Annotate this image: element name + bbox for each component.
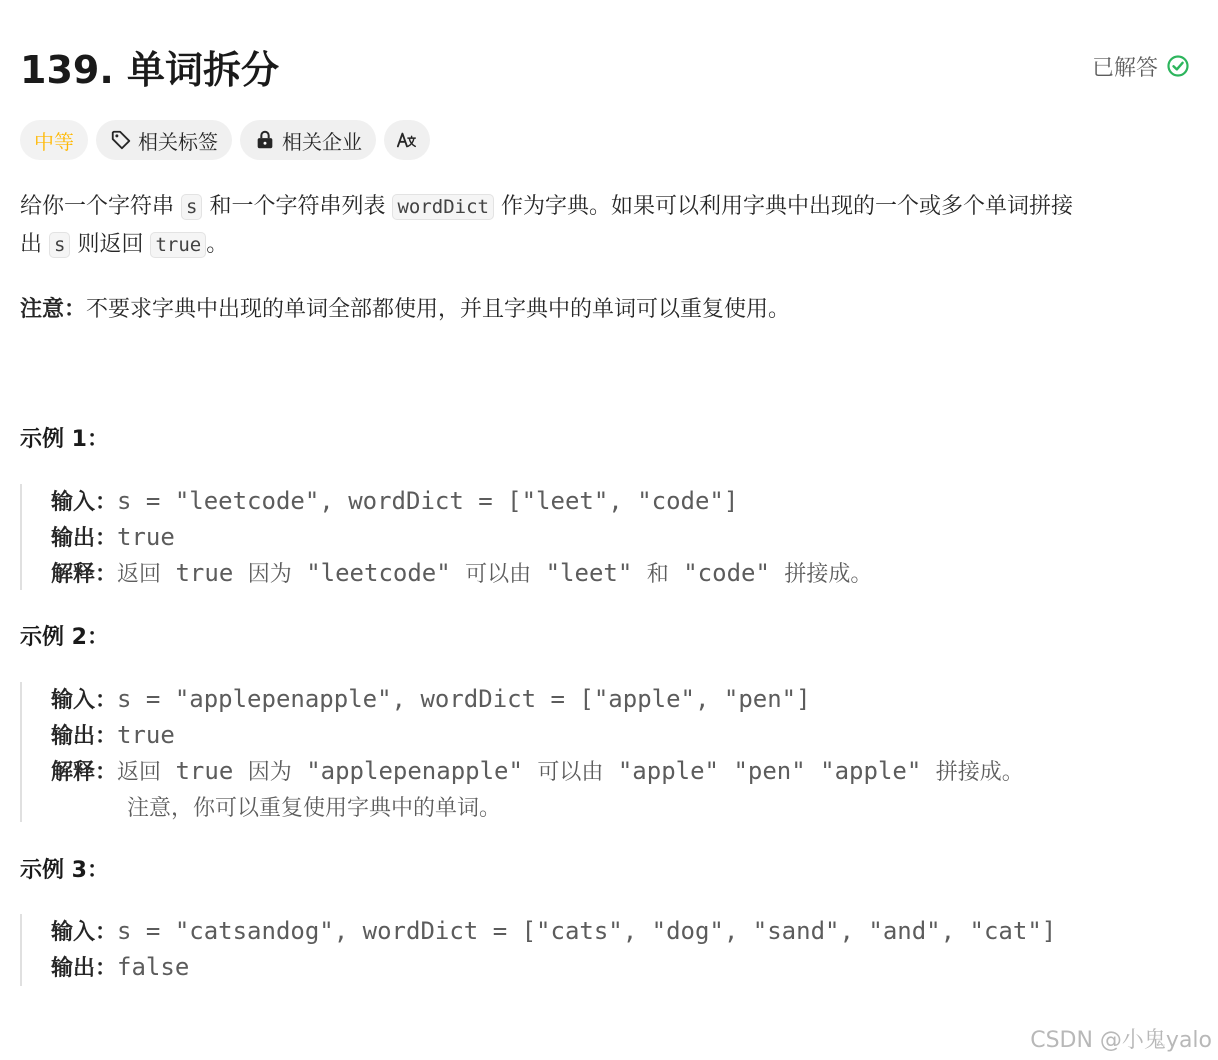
output-value: true [117, 721, 175, 749]
translate-icon [396, 129, 418, 151]
explain-label: 解释： [51, 562, 118, 587]
related-tags-label: 相关标签 [138, 129, 218, 154]
explain-text: 注意，你可以重复使用字典中的单词。 [127, 796, 502, 821]
note-label: 注意： [20, 297, 87, 322]
input-label: 输入： [51, 688, 118, 713]
example-1-title: 示例 1： [20, 427, 109, 452]
explain-code: "leet" [531, 559, 647, 587]
related-companies-label: 相关企业 [282, 129, 362, 154]
desc-text: 和一个字符串列表 [209, 194, 386, 219]
input-value: s = "leetcode", wordDict = ["leet", "code"] [117, 487, 739, 515]
desc-text: 作为字典。如果可以利用字典中出现的一个或多个单词拼接 [501, 194, 1074, 219]
input-label: 输入： [51, 920, 118, 945]
code-s: s [49, 232, 70, 258]
explain-text: 返回 [117, 562, 162, 587]
example-1-block [20, 484, 872, 590]
explain-text: 和 [646, 562, 669, 587]
example-explain [51, 754, 1024, 790]
example-output [51, 718, 1024, 754]
explain-text: 可以由 [465, 562, 532, 587]
desc-text: 给你一个字符串 [20, 194, 175, 219]
output-label: 输出： [51, 956, 118, 981]
title-row [20, 36, 1190, 96]
example-2-title: 示例 2： [20, 625, 109, 650]
example-3-title: 示例 3： [20, 858, 109, 883]
example-explain-continued [51, 790, 1024, 826]
example-input [51, 484, 872, 520]
lock-icon [254, 129, 276, 151]
explain-code: "code" [668, 559, 785, 587]
output-label: 输出： [51, 724, 118, 749]
input-value: s = "applepenapple", wordDict = ["apple", "pen"] [117, 685, 811, 713]
translate-button[interactable] [384, 120, 430, 160]
explain-code: true [161, 757, 248, 785]
input-label: 输入： [51, 490, 118, 515]
problem-description [20, 188, 1200, 264]
desc-text: 出 [20, 232, 43, 257]
desc-text: 。 [206, 232, 229, 257]
explain-text: 拼接成。 [935, 760, 1024, 785]
explain-text: 因为 [247, 760, 292, 785]
example-2-block [20, 682, 1024, 822]
problem-note [20, 292, 790, 328]
tag-icon [110, 129, 132, 151]
example-output [51, 520, 872, 556]
explain-code: "leetcode" [291, 559, 466, 587]
explain-text: 因为 [247, 562, 292, 587]
explain-label: 解释： [51, 760, 118, 785]
code-s: s [181, 194, 202, 220]
output-value: true [117, 523, 175, 551]
example-explain [51, 556, 872, 592]
explain-code: "applepenapple" [291, 757, 538, 785]
problem-title[interactable]: 139. 单词拆分 [20, 47, 279, 92]
related-tags-button[interactable] [96, 120, 232, 160]
example-input [51, 914, 1056, 950]
watermark: CSDN @小鬼yalo [1030, 1028, 1212, 1053]
example-3-block [20, 914, 1056, 986]
difficulty-badge[interactable] [20, 120, 88, 160]
explain-text: 拼接成。 [784, 562, 873, 587]
solved-status [1092, 51, 1190, 82]
difficulty-label: 中等 [34, 129, 74, 154]
explain-code: true [161, 559, 248, 587]
example-input [51, 682, 1024, 718]
related-companies-button[interactable] [240, 120, 376, 160]
output-value: false [117, 953, 190, 981]
code-true: true [150, 232, 206, 258]
input-value: s = "catsandog", wordDict = ["cats", "dog", "sand", "and", "cat"] [117, 917, 1057, 945]
explain-text: 可以由 [537, 760, 604, 785]
explain-code: "apple" "pen" "apple" [603, 757, 936, 785]
output-label: 输出： [51, 526, 118, 551]
solved-label: 已解答 [1091, 55, 1158, 81]
example-output [51, 950, 1056, 986]
desc-text: 则返回 [77, 232, 144, 257]
check-circle-icon [1166, 54, 1190, 78]
note-text: 不要求字典中出现的单词全部都使用，并且字典中的单词可以重复使用。 [86, 297, 791, 322]
explain-text: 返回 [117, 760, 162, 785]
code-worddict: wordDict [392, 194, 494, 220]
tag-bar [20, 120, 430, 160]
